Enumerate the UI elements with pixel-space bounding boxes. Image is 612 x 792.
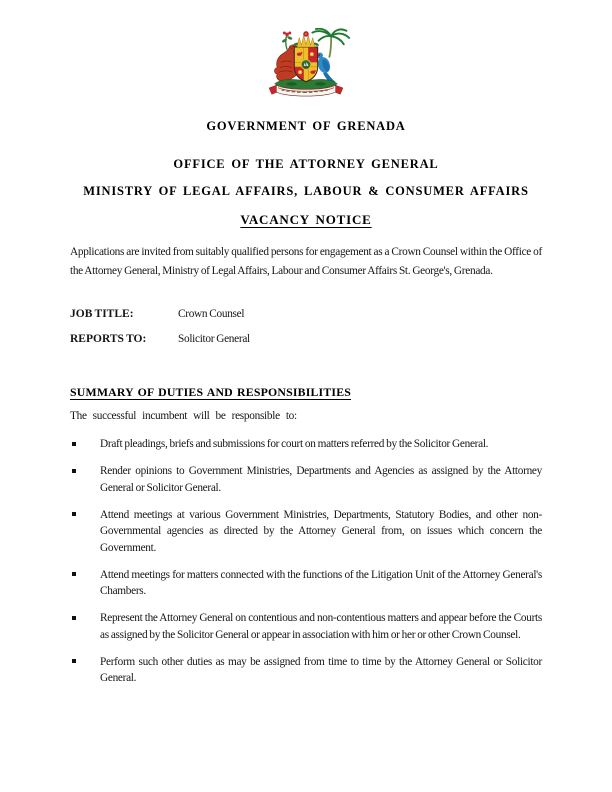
duty-item xyxy=(70,654,542,687)
job-title-value: Crown Counsel xyxy=(178,308,245,320)
intro-paragraph: Applications are invited from suitably qualified persons for engagement as a Crown Counsel within the Office of the Attorney General, Ministry of Legal Affairs, Labour and Consumer Affairs St. George's, Grenada. xyxy=(70,246,542,277)
duty-text: Attend meetings at various Government Ministries, Departments, Statutory Bodies, and other non-Governmental agencies as directed by the Attorney General from, on issues which concern the Government. xyxy=(100,508,542,554)
job-title-label: JOB TITLE: xyxy=(70,308,134,320)
bullet-icon xyxy=(72,572,76,576)
shield xyxy=(294,47,317,82)
duty-item xyxy=(70,507,542,557)
duty-item xyxy=(70,567,542,600)
vacancy-notice-heading: VACANCY NOTICE xyxy=(240,212,372,227)
bullet-icon xyxy=(72,512,76,516)
duty-text: Perform such other duties as may be assigned from time to time by the Attorney General or Solicitor General. xyxy=(100,655,542,684)
crest xyxy=(293,31,320,47)
reports-to-row xyxy=(70,332,542,346)
dove-supporter xyxy=(316,52,336,82)
reports-to-value: Solicitor General xyxy=(178,333,250,345)
job-fields xyxy=(70,307,542,346)
office-heading: OFFICE OF THE ATTORNEY GENERAL xyxy=(173,157,439,171)
duty-text: Represent the Attorney General on contentious and non-contentious matters and appear before the Courts as assigned by the Solicitor General or appear in association with him or her or other Crown Counsel. xyxy=(100,612,542,641)
government-title: GOVERNMENT OF GRENADA xyxy=(206,119,406,133)
reports-to-label: REPORTS TO: xyxy=(70,333,147,345)
duty-text: Attend meetings for matters connected with the functions of the Litigation Unit of the Attorney General's Chambers. xyxy=(100,568,542,597)
job-title-row xyxy=(70,307,542,321)
bullet-icon xyxy=(72,442,76,446)
duty-item xyxy=(70,463,542,496)
bullet-icon xyxy=(72,659,76,663)
duties-section-heading: SUMMARY OF DUTIES AND RESPONSIBILITIES xyxy=(70,385,352,399)
duty-text: Draft pleadings, briefs and submissions for court on matters referred by the Solicitor General. xyxy=(100,438,489,450)
duty-item xyxy=(70,436,542,453)
duties-list xyxy=(70,436,542,687)
bullet-icon xyxy=(72,469,76,473)
bullet-icon xyxy=(72,616,76,620)
grenada-coat-of-arms xyxy=(252,28,360,111)
duty-item xyxy=(70,610,542,643)
duties-intro: The successful incumbent will be responsible to: xyxy=(70,410,297,422)
ministry-heading: MINISTRY OF LEGAL AFFAIRS, LABOUR & CONSUMER AFFAIRS xyxy=(83,184,529,198)
duty-text: Render opinions to Government Ministries, Departments and Agencies as assigned by the Attorney General or Solicitor General. xyxy=(100,465,542,494)
